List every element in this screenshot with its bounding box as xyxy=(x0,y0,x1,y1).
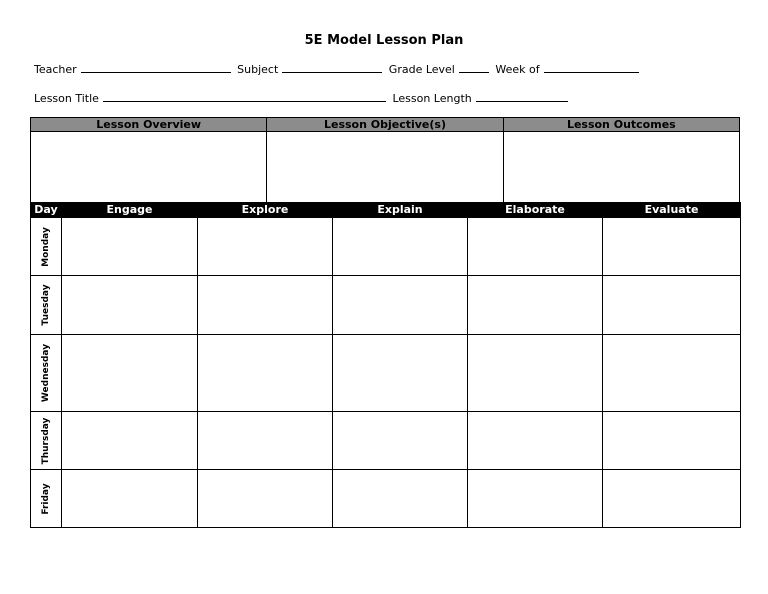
lesson-length-label: Lesson Length xyxy=(392,92,472,105)
week-of-field[interactable] xyxy=(544,61,639,73)
subject-field[interactable] xyxy=(282,61,382,73)
explain-cell[interactable] xyxy=(333,276,468,335)
lesson-length-field[interactable] xyxy=(476,90,568,102)
teacher-field[interactable] xyxy=(81,61,231,73)
header-row-2 xyxy=(34,90,571,105)
engage-cell[interactable] xyxy=(62,470,198,528)
week-of-label: Week of xyxy=(495,63,540,76)
day-label: Thursday xyxy=(41,417,51,464)
day-cell-friday xyxy=(31,470,62,528)
lesson-outcomes-header: Lesson Outcomes xyxy=(503,118,739,132)
subject-label: Subject xyxy=(237,63,279,76)
lesson-title-field[interactable] xyxy=(103,90,386,102)
engage-cell[interactable] xyxy=(62,276,198,335)
lesson-overview-header: Lesson Overview xyxy=(31,118,267,132)
teacher-label: Teacher xyxy=(34,63,77,76)
elaborate-cell[interactable] xyxy=(468,335,603,412)
evaluate-cell[interactable] xyxy=(603,335,741,412)
table-row xyxy=(31,218,741,276)
explore-cell[interactable] xyxy=(198,276,333,335)
elaborate-header: Elaborate xyxy=(468,203,603,218)
day-cell-thursday xyxy=(31,412,62,470)
explore-cell[interactable] xyxy=(198,218,333,276)
day-cell-tuesday xyxy=(31,276,62,335)
week-table xyxy=(30,202,741,528)
evaluate-header: Evaluate xyxy=(603,203,741,218)
lesson-objectives-header: Lesson Objective(s) xyxy=(267,118,503,132)
engage-cell[interactable] xyxy=(62,335,198,412)
page-title: 5E Model Lesson Plan xyxy=(304,33,464,48)
lesson-title-label: Lesson Title xyxy=(34,92,99,105)
engage-cell[interactable] xyxy=(62,218,198,276)
explore-cell[interactable] xyxy=(198,412,333,470)
evaluate-cell[interactable] xyxy=(603,470,741,528)
lesson-objectives-cell[interactable] xyxy=(267,132,503,203)
grade-level-field[interactable] xyxy=(459,61,489,73)
elaborate-cell[interactable] xyxy=(468,412,603,470)
table-row xyxy=(31,276,741,335)
explain-cell[interactable] xyxy=(333,335,468,412)
explain-header: Explain xyxy=(333,203,468,218)
day-label: Tuesday xyxy=(41,284,51,326)
header-row-1 xyxy=(34,61,642,76)
table-row xyxy=(31,335,741,412)
explore-header: Explore xyxy=(198,203,333,218)
day-label: Monday xyxy=(41,226,51,267)
evaluate-cell[interactable] xyxy=(603,276,741,335)
table-row xyxy=(31,470,741,528)
table-row xyxy=(31,412,741,470)
explain-cell[interactable] xyxy=(333,412,468,470)
day-header: Day xyxy=(31,203,62,218)
overview-table xyxy=(30,117,740,203)
grade-level-label: Grade Level xyxy=(388,63,455,76)
elaborate-cell[interactable] xyxy=(468,470,603,528)
engage-cell[interactable] xyxy=(62,412,198,470)
day-label: Wednesday xyxy=(41,343,51,403)
day-cell-wednesday xyxy=(31,335,62,412)
lesson-outcomes-cell[interactable] xyxy=(503,132,739,203)
lesson-overview-cell[interactable] xyxy=(31,132,267,203)
day-label: Friday xyxy=(41,482,51,515)
explain-cell[interactable] xyxy=(333,218,468,276)
explore-cell[interactable] xyxy=(198,335,333,412)
explain-cell[interactable] xyxy=(333,470,468,528)
evaluate-cell[interactable] xyxy=(603,218,741,276)
elaborate-cell[interactable] xyxy=(468,218,603,276)
elaborate-cell[interactable] xyxy=(468,276,603,335)
evaluate-cell[interactable] xyxy=(603,412,741,470)
day-cell-monday xyxy=(31,218,62,276)
engage-header: Engage xyxy=(62,203,198,218)
explore-cell[interactable] xyxy=(198,470,333,528)
